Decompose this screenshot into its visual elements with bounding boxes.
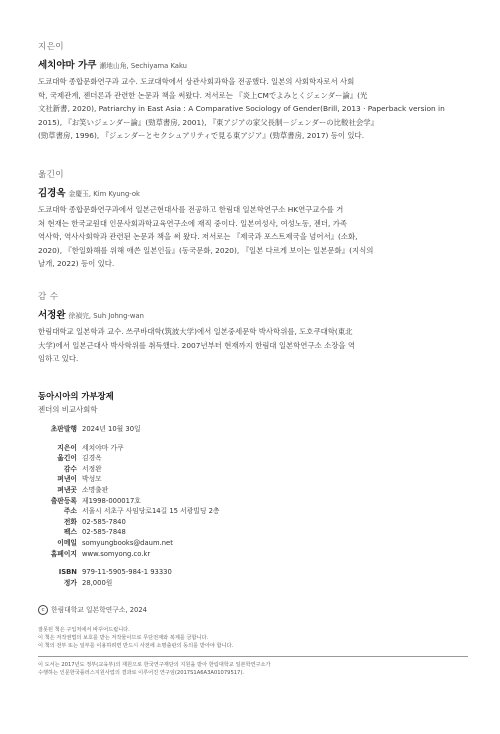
info-label: 출판등록 — [50, 496, 77, 505]
info-row-publisher — [24, 474, 219, 485]
translator-name-line — [38, 185, 373, 199]
info-value: www.somyong.co.kr — [82, 549, 151, 558]
author-bio-line: 2015), 『お笑いジェンダー論』(勁草書房, 2001), 『東アジアの家父長制－ジェンダーの比較社会学』 — [38, 117, 379, 127]
info-label: 전화 — [63, 517, 77, 526]
info-label: 홈페이지 — [50, 549, 77, 558]
supervisor-bio-line: 한림대학교 일본학과 교수. 쓰쿠바대학(筑波大学)에서 일본중세문학 박사학위를, 도호쿠대학(東北 — [38, 327, 353, 336]
info-value: 세치야마 가쿠 — [82, 443, 124, 452]
book-subtitle: 젠더의 비교사회학 — [38, 405, 98, 414]
author-bio-line: (勁草書房, 1996), 『ジェンダーとセクシュアリティで見る東アジア』(勁草書房, 2017) 등이 있다. — [38, 131, 365, 141]
info-value: 소명출판 — [82, 485, 109, 494]
copyright-icon: c — [38, 605, 48, 615]
info-label: 옮긴이 — [57, 454, 77, 463]
supervisor-section — [38, 290, 355, 366]
author-name-line — [38, 57, 445, 71]
info-value: 2024년 10월 30일 — [82, 425, 141, 433]
translator-name-extra: 金慶玉, Kim Kyung-ok — [68, 190, 140, 198]
info-value: 김경옥 — [82, 454, 102, 463]
info-value: 979-11-5905-984-1 93330 — [82, 568, 172, 577]
divider — [38, 656, 468, 657]
info-row-email — [24, 538, 219, 549]
info-row-translator — [24, 453, 219, 464]
info-label: 감수 — [63, 464, 77, 473]
supervisor-section-label: 감 수 — [38, 292, 59, 302]
funding-line: 이 도서는 2017년도 정부(교육부)의 재원으로 한국연구재단의 지원을 받아 한림대학교 일본학연구소가 — [38, 662, 271, 668]
info-row-isbn — [24, 567, 219, 578]
funding-block — [38, 661, 271, 677]
author-bio-line: 文社新書, 2020), Patriarchy in East Asia : A Comparative Sociology of Gender(Brill, 2013 · Paperback version in — [38, 104, 445, 114]
info-row-homepage — [24, 549, 219, 560]
author-name-extra: 瀬地山角, Sechiyama Kaku — [99, 62, 187, 70]
copyright-line — [38, 604, 147, 615]
supervisor-name-line — [38, 307, 355, 321]
translator-bio-line: 역사학, 역사사회학과 관련된 논문과 책을 써 왔다. 저서로는 『제국과 포스트제국을 넘어서』(소화, — [38, 232, 358, 242]
translator-bio — [38, 203, 373, 271]
translator-bio-line: 2020), 『한일화해를 위해 애쓴 일본인들』(동국문화, 2020), 『일본 다르게 보이는 일본문화』(지식의 — [38, 245, 374, 255]
supervisor-name: 서정완 — [38, 310, 66, 321]
colophon-table — [24, 424, 219, 588]
info-value: 박성모 — [82, 475, 102, 484]
supervisor-bio-line: 임하고 있다. — [38, 354, 79, 364]
info-value: 서울시 서초구 사임당로14길 15 서광빌딩 2층 — [82, 507, 220, 516]
info-row-phone — [24, 517, 219, 528]
info-value: 28,000원 — [82, 578, 113, 587]
info-label: 지은이 — [57, 443, 77, 452]
author-section-label: 지은이 — [38, 42, 65, 52]
book-title: 동아시아의 가부장제 — [38, 391, 114, 401]
author-name: 세치야마 가쿠 — [38, 60, 97, 71]
info-value: 02-585-7840 — [82, 517, 126, 526]
info-label: 펴낸이 — [57, 475, 77, 484]
supervisor-name-extra: 徐禎完, Suh Johng-wan — [68, 312, 144, 320]
translator-bio-line: 쳐 현재는 한국교원대 인문사회과학교육연구소에 재직 중이다. 일본여성사, 여성노동, 젠더, 가족 — [38, 218, 347, 228]
info-row-address — [24, 506, 219, 517]
author-bio — [38, 75, 445, 143]
info-row-first-edition — [24, 424, 219, 435]
notice-line: 이 책은 저작권법의 보호를 받는 저작물이므로 무단전재와 복제를 금합니다. — [38, 635, 209, 641]
book-title-block — [38, 390, 114, 415]
info-row-fax — [24, 527, 219, 538]
supervisor-bio — [38, 325, 355, 366]
info-row-author — [24, 443, 219, 454]
notice-line: 잘못된 책은 구입처에서 바꾸어드립니다. — [38, 627, 130, 633]
info-row-price — [24, 578, 219, 589]
info-label: 정가 — [63, 578, 77, 587]
info-label: 이메일 — [57, 538, 77, 547]
translator-section — [38, 168, 373, 271]
copyright-text: 한림대학교 일본학연구소, 2024 — [51, 606, 148, 614]
translator-bio-line: 날개, 2022) 등이 있다. — [38, 259, 115, 269]
notice-line: 이 책의 전부 또는 일부를 이용하려면 반드시 사전에 소명출판의 동의를 받아야 합니다. — [38, 643, 234, 649]
translator-section-label: 옮긴이 — [38, 170, 65, 180]
author-bio-line: 도쿄대학 종합문화연구과 교수. 도쿄대학에서 상관사회과학을 전공했다. 일본의 사회학자로서 사회 — [38, 77, 355, 86]
info-label: 펴낸곳 — [57, 485, 77, 494]
translator-name: 김경옥 — [38, 188, 66, 199]
info-label: ISBN — [58, 568, 77, 577]
info-label: 초판발행 — [50, 425, 77, 433]
translator-bio-line: 도쿄대학 종합문화연구과에서 일본근현대사를 전공하고 한림대 일본학연구소 HK연구교수를 거 — [38, 205, 344, 214]
funding-line: 수행하는 인문한국플러스지원사업의 결과로 이루어진 연구임(2017S1A6A3A01079517). — [38, 670, 245, 676]
author-section — [38, 40, 445, 143]
info-row-registration — [24, 496, 219, 507]
info-label: 팩스 — [63, 528, 77, 537]
info-row-publishing-house — [24, 485, 219, 496]
author-bio-line: 학, 국제관계, 젠더론과 관련한 논문과 책을 써왔다. 저서로는 『炎上CMでよみとくジェンダー論』(光 — [38, 90, 368, 100]
notice-block — [38, 626, 233, 650]
info-row-supervisor — [24, 464, 219, 475]
info-value: 02-585-7848 — [82, 528, 126, 537]
info-label: 주소 — [63, 507, 77, 516]
info-value: 서정완 — [82, 464, 102, 473]
info-value: somyungbooks@daum.net — [82, 538, 173, 547]
info-value: 제1998-000017호 — [82, 496, 141, 505]
supervisor-bio-line: 大学)에서 일본근대사 박사학위를 취득했다. 2007년부터 현재까지 한림대 일본학연구소 소장을 역 — [38, 340, 355, 350]
